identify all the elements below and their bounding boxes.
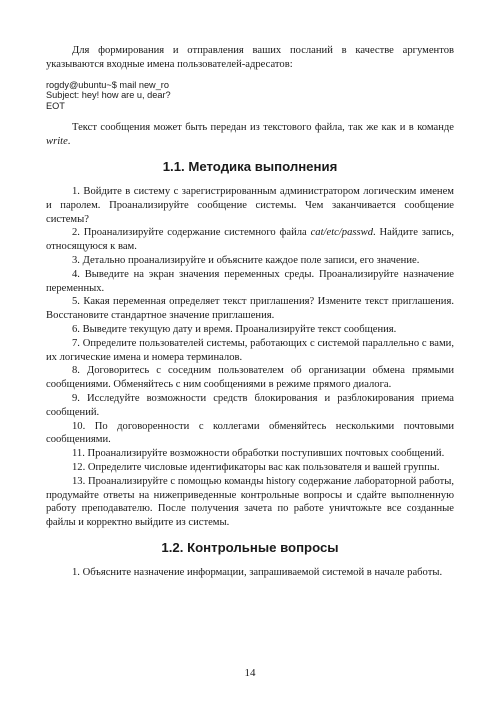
- list-item: [46, 226, 454, 254]
- section-title-questions: 1.2. Контрольные вопросы: [161, 539, 339, 555]
- questions-list: [46, 566, 454, 580]
- command-example: [46, 80, 454, 112]
- list-item: 1. Войдите в систему с зарегистрированным администратором логическим именем и паролем. Проанализируйте сообщение системы. Чем заканчивается сообщение системы?: [46, 185, 454, 225]
- list-item: 9. Исследуйте возможности средств блокирования и разблокирования приема сообщений.: [46, 392, 454, 418]
- list-item: 5. Какая переменная определяет текст приглашения? Измените текст приглашения. Восстановите стандартное значение приглашения.: [46, 296, 454, 322]
- list-item: 6. Выведите текущую дату и время. Проанализируйте текст сообщения.: [72, 323, 397, 335]
- list-item: 12. Определите числовые идентификаторы вас как пользователя и вашей группы.: [72, 461, 440, 473]
- command-line: EOT: [46, 100, 65, 111]
- command-line: Subject: hey! how are u, dear?: [46, 90, 171, 101]
- command-line: rogdy@ubuntu~$ mail new_ro: [46, 79, 169, 90]
- list-item: 3. Детально проанализируйте и объясните каждое поле записи, его значение.: [72, 254, 420, 266]
- note-end: .: [67, 136, 71, 148]
- section-title-methodology: 1.1. Методика выполнения: [162, 158, 338, 174]
- list-item: 11. Проанализируйте возможности обработки поступивших почтовых сообщений.: [72, 448, 445, 460]
- intro-paragraph: Для формирования и отправления ваших посланий в качестве аргументов указываются входные имена пользователей-адресатов:: [46, 45, 454, 70]
- page-content: [46, 44, 454, 580]
- list-item: 1. Объясните назначение информации, запрашиваемой системой в начале работы.: [72, 566, 443, 578]
- list-item: 4. Выведите на экран значения переменных среды. Проанализируйте назначение переменных.: [46, 268, 454, 294]
- write-command-word: write: [46, 136, 68, 148]
- page-number: 14: [244, 667, 256, 679]
- list-item: 7. Определите пользователей системы, работающих с системой параллельно с вами, их логические имена и номера терминалов.: [46, 337, 454, 363]
- item-text: 2. Проанализируйте содержание системного файла: [72, 227, 307, 239]
- note-text: Текст сообщения может быть передан из текстового файла, так же как и в команде: [72, 122, 454, 134]
- list-item: 8. Договоритесь с соседним пользователем об организации обмена прямыми сообщениями. Обменяйтесь с ним сообщениями в режиме прямого диалога.: [46, 365, 454, 391]
- methodology-list: [46, 185, 454, 530]
- list-item: 10. По договоренности с коллегами обменяйтесь несколькими почтовыми сообщениями.: [46, 420, 454, 446]
- file-path: cat/etc/passwd: [310, 227, 373, 239]
- list-item: 13. Проанализируйте с помощью команды history содержание лабораторной работы, продумайте ответы на нижеприведенные контрольные вопросы и сдайте выполненную работу преподавателю. После получения зачета по работе уничтожьте все созданные файлы и корректно выйдите из системы.: [46, 475, 454, 529]
- item-text: . Найдите запись, относящуюся к вам.: [46, 227, 454, 253]
- note-paragraph: [46, 121, 454, 149]
